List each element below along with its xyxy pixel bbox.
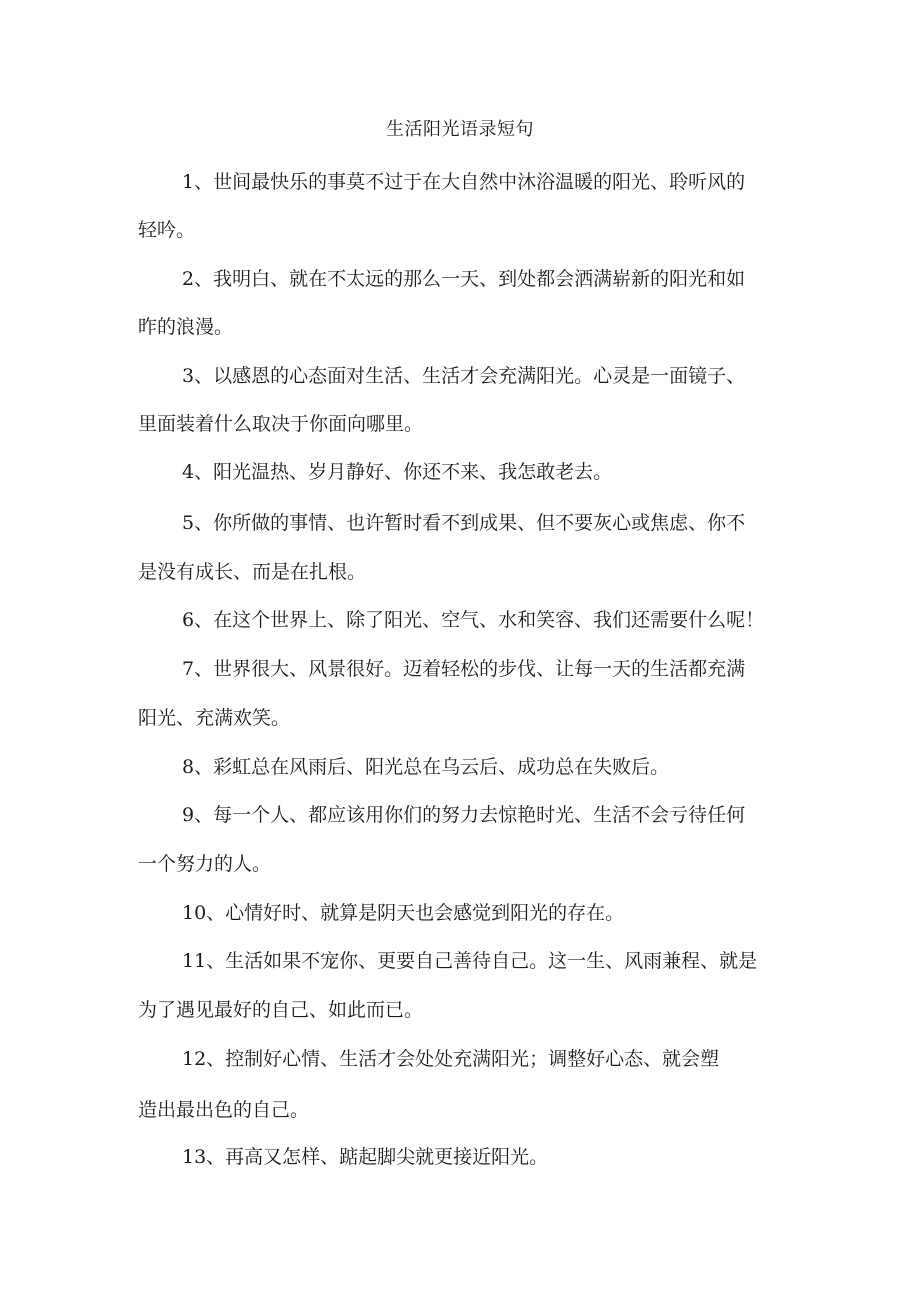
paragraph-10-line-1: 10、心情好时、就算是阴天也会感觉到阳光的存在。 — [182, 902, 625, 924]
paragraph-2-line-2: 昨的浪漫。 — [138, 316, 234, 338]
paragraph-5-line-2: 是没有成长、而是在扎根。 — [138, 561, 367, 583]
paragraph-6-line-1: 6、在这个世界上、除了阳光、空气、水和笑容、我们还需要什么呢！ — [182, 609, 765, 631]
paragraph-12-line-1: 12、控制好心情、生活才会处处充满阳光；调整好心态、就会塑 — [182, 1048, 720, 1070]
paragraph-3-line-2: 里面装着什么取决于你面向哪里。 — [138, 413, 424, 435]
paragraph-11-line-2: 为了遇见最好的自己、如此而已。 — [138, 999, 424, 1021]
paragraph-3-line-1: 3、以感恩的心态面对生活、生活才会充满阳光。心灵是一面镜子、 — [182, 365, 746, 387]
paragraph-7-line-1: 7、世界很大、风景很好。迈着轻松的步伐、让每一天的生活都充满 — [182, 658, 746, 680]
paragraph-7-line-2: 阳光、充满欢笑。 — [138, 707, 291, 729]
paragraph-5-line-1: 5、你所做的事情、也许暂时看不到成果、但不要灰心或焦虑、你不 — [182, 512, 746, 534]
paragraph-9-line-1: 9、每一个人、都应该用你们的努力去惊艳时光、生活不会亏待任何 — [182, 804, 746, 826]
paragraph-2-line-1: 2、我明白、就在不太远的那么一天、到处都会洒满崭新的阳光和如 — [182, 268, 746, 290]
paragraph-9-line-2: 一个努力的人。 — [138, 853, 272, 875]
paragraph-12-line-2: 造出最出色的自己。 — [138, 1099, 310, 1121]
paragraph-13-line-1: 13、再高又怎样、踮起脚尖就更接近阳光。 — [182, 1146, 549, 1168]
paragraph-1-line-1: 1、世间最快乐的事莫不过于在大自然中沐浴温暖的阳光、聆听风的 — [182, 171, 746, 193]
document-title: 生活阳光语录短句 — [386, 119, 534, 140]
paragraph-11-line-1: 11、生活如果不宠你、更要自己善待自己。这一生、风雨兼程、就是 — [182, 950, 758, 972]
paragraph-8-line-1: 8、彩虹总在风雨后、阳光总在乌云后、成功总在失败后。 — [182, 756, 670, 778]
paragraph-4-line-1: 4、阳光温热、岁月静好、你还不来、我怎敢老去。 — [182, 461, 613, 483]
paragraph-1-line-2: 轻吟。 — [138, 219, 196, 241]
